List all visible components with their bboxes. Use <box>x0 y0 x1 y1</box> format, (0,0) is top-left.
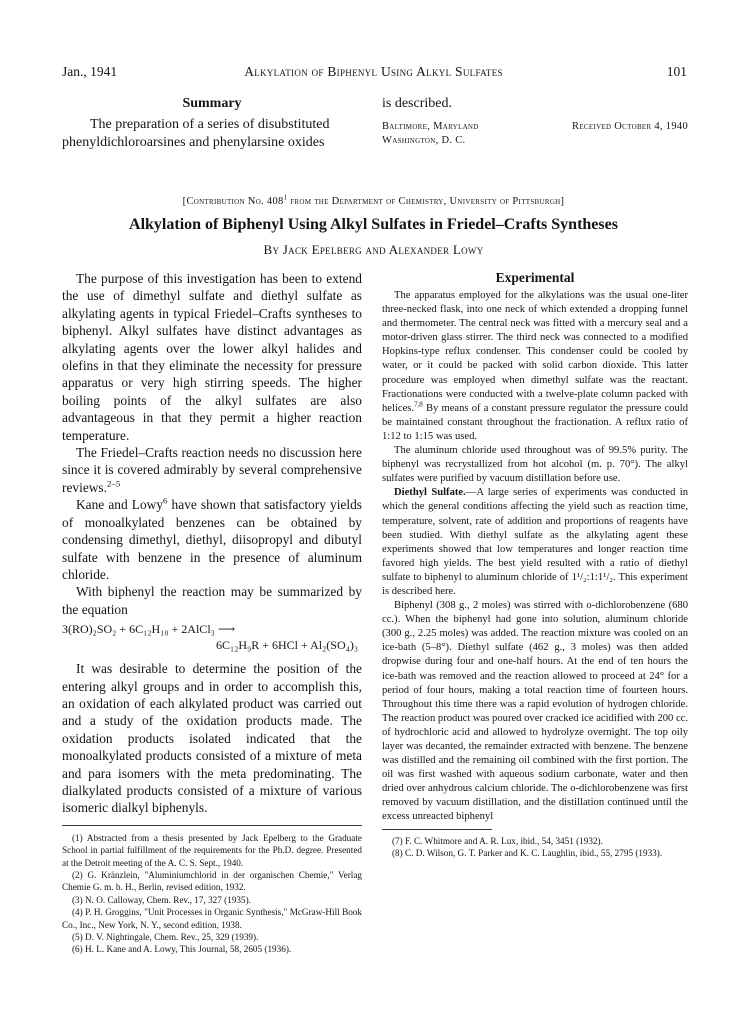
paragraph <box>62 496 362 583</box>
contribution-rest: from the Department of Chemistry, University of Pittsburgh] <box>287 196 565 207</box>
footnote: (2) G. Kränzlein, "Aluminiumchlorid in der organischen Chemie," Verlag Chemie G. m. b. H., Berlin, revised edition, 1932. <box>62 870 362 893</box>
summary-heading: Summary <box>182 96 242 111</box>
footnote: (6) H. L. Kane and A. Lowy, This Journal, 58, 2605 (1936). <box>72 944 292 955</box>
paragraph-text: have shown that satisfactory yields of monoalkylated benzenes can be obtained by condensing dimethyl, diethyl, diisopropyl and dibutyl sulfate with benzene in the presence of aluminum chloride. <box>62 497 362 582</box>
paragraph-text: The apparatus employed for the alkylations was the usual one-liter three-necked flask, into one neck of which extended a dropping funnel and thermometer. The central neck was fitted with a mercury seal and a motor-driven glass stirrer. The third neck was connected to a modified Hopkins-type reflux condenser. This condenser could be cooled by water, or it could be packed with solid carbon dioxide. This latter procedure was employed when dimethyl sulfate was the reactant. Fractionations were conducted with a twelve-plate column packed with helices. <box>382 290 688 414</box>
footnote: (3) N. O. Calloway, Chem. Rev., 17, 327 (1935). <box>72 894 251 905</box>
footnote-ref: 7,8 <box>414 400 423 409</box>
paragraph: The aluminum chloride used throughout was of 99.5% purity. The biphenyl was recrystallized from hot alcohol (m. p. 70°). The alkyl sulfates were purified by vacuum distillation before use. <box>382 445 688 485</box>
paragraph: The purpose of this investigation has been to extend the use of dimethyl sulfate and diethyl sulfate as alkylating agents in typical Friedel–Crafts syntheses to biphenyl. Alkyl sulfates have distinct advantages as alkylating agents over the lower alkyl halides and olefins in that they eliminate the necessity for pressure apparatus or very high stirring speeds. The higher boiling points of the alkyl sulfates are also advantageous in that they permit a higher reaction temperature. <box>62 271 362 443</box>
paragraph: It was desirable to determine the position of the entering alkyl groups and in order to accomplish this, an oxidation of each alkylated product was carried out and a study of the oxidation products made. The oxidation products isolated indicated that the monoalkylated products consisted of a mixture of meta and para isomers with the meta predominating. The dialkylated products consisted of a mixture of various isomeric dialkyl biphenyls. <box>62 661 362 816</box>
address-row <box>382 120 688 134</box>
footnote: (1) Abstracted from a thesis presented by Jack Epelberg to the Graduate School in partial fulfillment of the requirements for the Ph.D. degree. Presented at the Detroit meeting of the A. C. S. Sept., 1940. <box>62 832 362 868</box>
section-heading: Experimental <box>495 270 575 285</box>
article-title: Alkylation of Biphenyl Using Alkyl Sulfates in Friedel–Crafts Syntheses <box>129 216 618 233</box>
footnote-divider <box>382 829 492 830</box>
header-title: Alkylation of Biphenyl Using Alkyl Sulfates <box>244 64 503 79</box>
chemical-equation <box>62 621 362 653</box>
run-in-heading: Diethyl Sulfate. <box>394 487 466 499</box>
footnote-divider <box>62 825 362 826</box>
footnote: (7) F. C. Whitmore and A. R. Lux, ibid., 54, 3451 (1932). <box>392 835 603 846</box>
right-column <box>382 270 688 859</box>
paragraph-text: Kane and Lowy <box>76 497 164 513</box>
summary-continuation: is described. <box>382 96 452 111</box>
address-city: Baltimore, Maryland <box>382 121 479 132</box>
contribution-line <box>0 196 747 207</box>
summary-line: The preparation of a series of disubstituted <box>90 117 330 132</box>
previous-article-summary <box>62 96 362 152</box>
page-number: 101 <box>666 64 687 79</box>
equation-line: 6C₁₂H₉R + 6HCl + Al₂(SO₄)₃ <box>216 638 358 653</box>
header-date: Jan., 1941 <box>62 64 118 79</box>
paragraph-text: By means of a constant pressure regulator the pressure could be maintained constant throughout the fractionation. A reflux ratio of 1:12 to 1:15 was used. <box>382 402 688 442</box>
paragraph <box>382 289 688 444</box>
contribution-prefix: [Contribution No. 408 <box>182 196 284 207</box>
paragraph-text: The Friedel–Crafts reaction needs no discussion here since it is covered admirably by several comprehensive reviews. <box>62 445 362 495</box>
paragraph-text: —A large series of experiments was conducted in which the general conditions affecting the yield such as reaction time, temperature, solvent, rate of addition and proportions of reagents have been studied. With diethyl sulfate as the alkylating agent these experiments showed that low temperatures and longer reaction time favored high yields. The best yield resulted with a ratio of diethyl sulfate to biphenyl to aluminum chloride of 1¹/₂:1:1¹/₂. This experiment is described here. <box>382 487 688 597</box>
paragraph <box>62 444 362 496</box>
paragraph: With biphenyl the reaction may be summarized by the equation <box>62 584 362 617</box>
footnote-ref: 1 <box>283 194 288 202</box>
footnotes <box>62 832 362 956</box>
footnote-ref: 6 <box>163 495 168 506</box>
address-row <box>382 134 688 148</box>
summary-line: phenyldichloroarsines and phenylarsine oxides <box>62 135 325 150</box>
footnote: (4) P. H. Groggins, "Unit Processes in Organic Synthesis," McGraw-Hill Book Co., Inc., New York, N. Y., second edition, 1938. <box>62 907 362 930</box>
left-column <box>62 270 362 956</box>
address-city: Washington, D. C. <box>382 135 466 146</box>
paragraph <box>382 486 688 599</box>
received-date: Received October 4, 1940 <box>572 121 688 132</box>
footnote: (8) C. D. Wilson, G. T. Parker and K. C. Laughlin, ibid., 55, 2795 (1933). <box>392 847 663 858</box>
byline: By Jack Epelberg and Alexander Lowy <box>263 242 484 257</box>
footnote: (5) D. V. Nightingale, Chem. Rev., 25, 329 (1939). <box>72 932 259 943</box>
previous-article-end <box>382 96 688 148</box>
equation-line: 3(RO)₂SO₂ + 6C₁₂H₁₀ + 2AlCl₃ ⟶ <box>62 622 236 637</box>
paragraph: Biphenyl (308 g., 2 moles) was stirred with o-dichlorobenzene (680 cc.). When the biphenyl had gone into solution, aluminum chloride (300 g., 2.25 moles) was added. The reaction mixture was cooled on an ice-bath (5–8°). Diethyl sulfate (462 g., 3 moles) was then added dropwise during four and one-half hours. At the end of ten hours the ice-bath was removed and the reaction allowed to proceed at 24° for a period of four hours, making a total reaction time of fourteen hours. Throughout this time there was a rapid evolution of hydrogen chloride. The reaction product was poured over cracked ice acidified with 200 cc. of hydrochloric acid and allowed to hydrolyze overnight. The top oily layer was decanted, the remainder extracted with benzene. The benzene was distilled and the remaining oil combined with the first portion. The oil was first washed with aqueous sodium carbonate, water and then dried over anhydrous calcium chloride. The o-dichlorobenzene was first removed by vacuum distillation, and the distillation continued until the excess unreacted biphenyl <box>382 600 688 823</box>
footnote-ref: 2–5 <box>107 478 121 489</box>
